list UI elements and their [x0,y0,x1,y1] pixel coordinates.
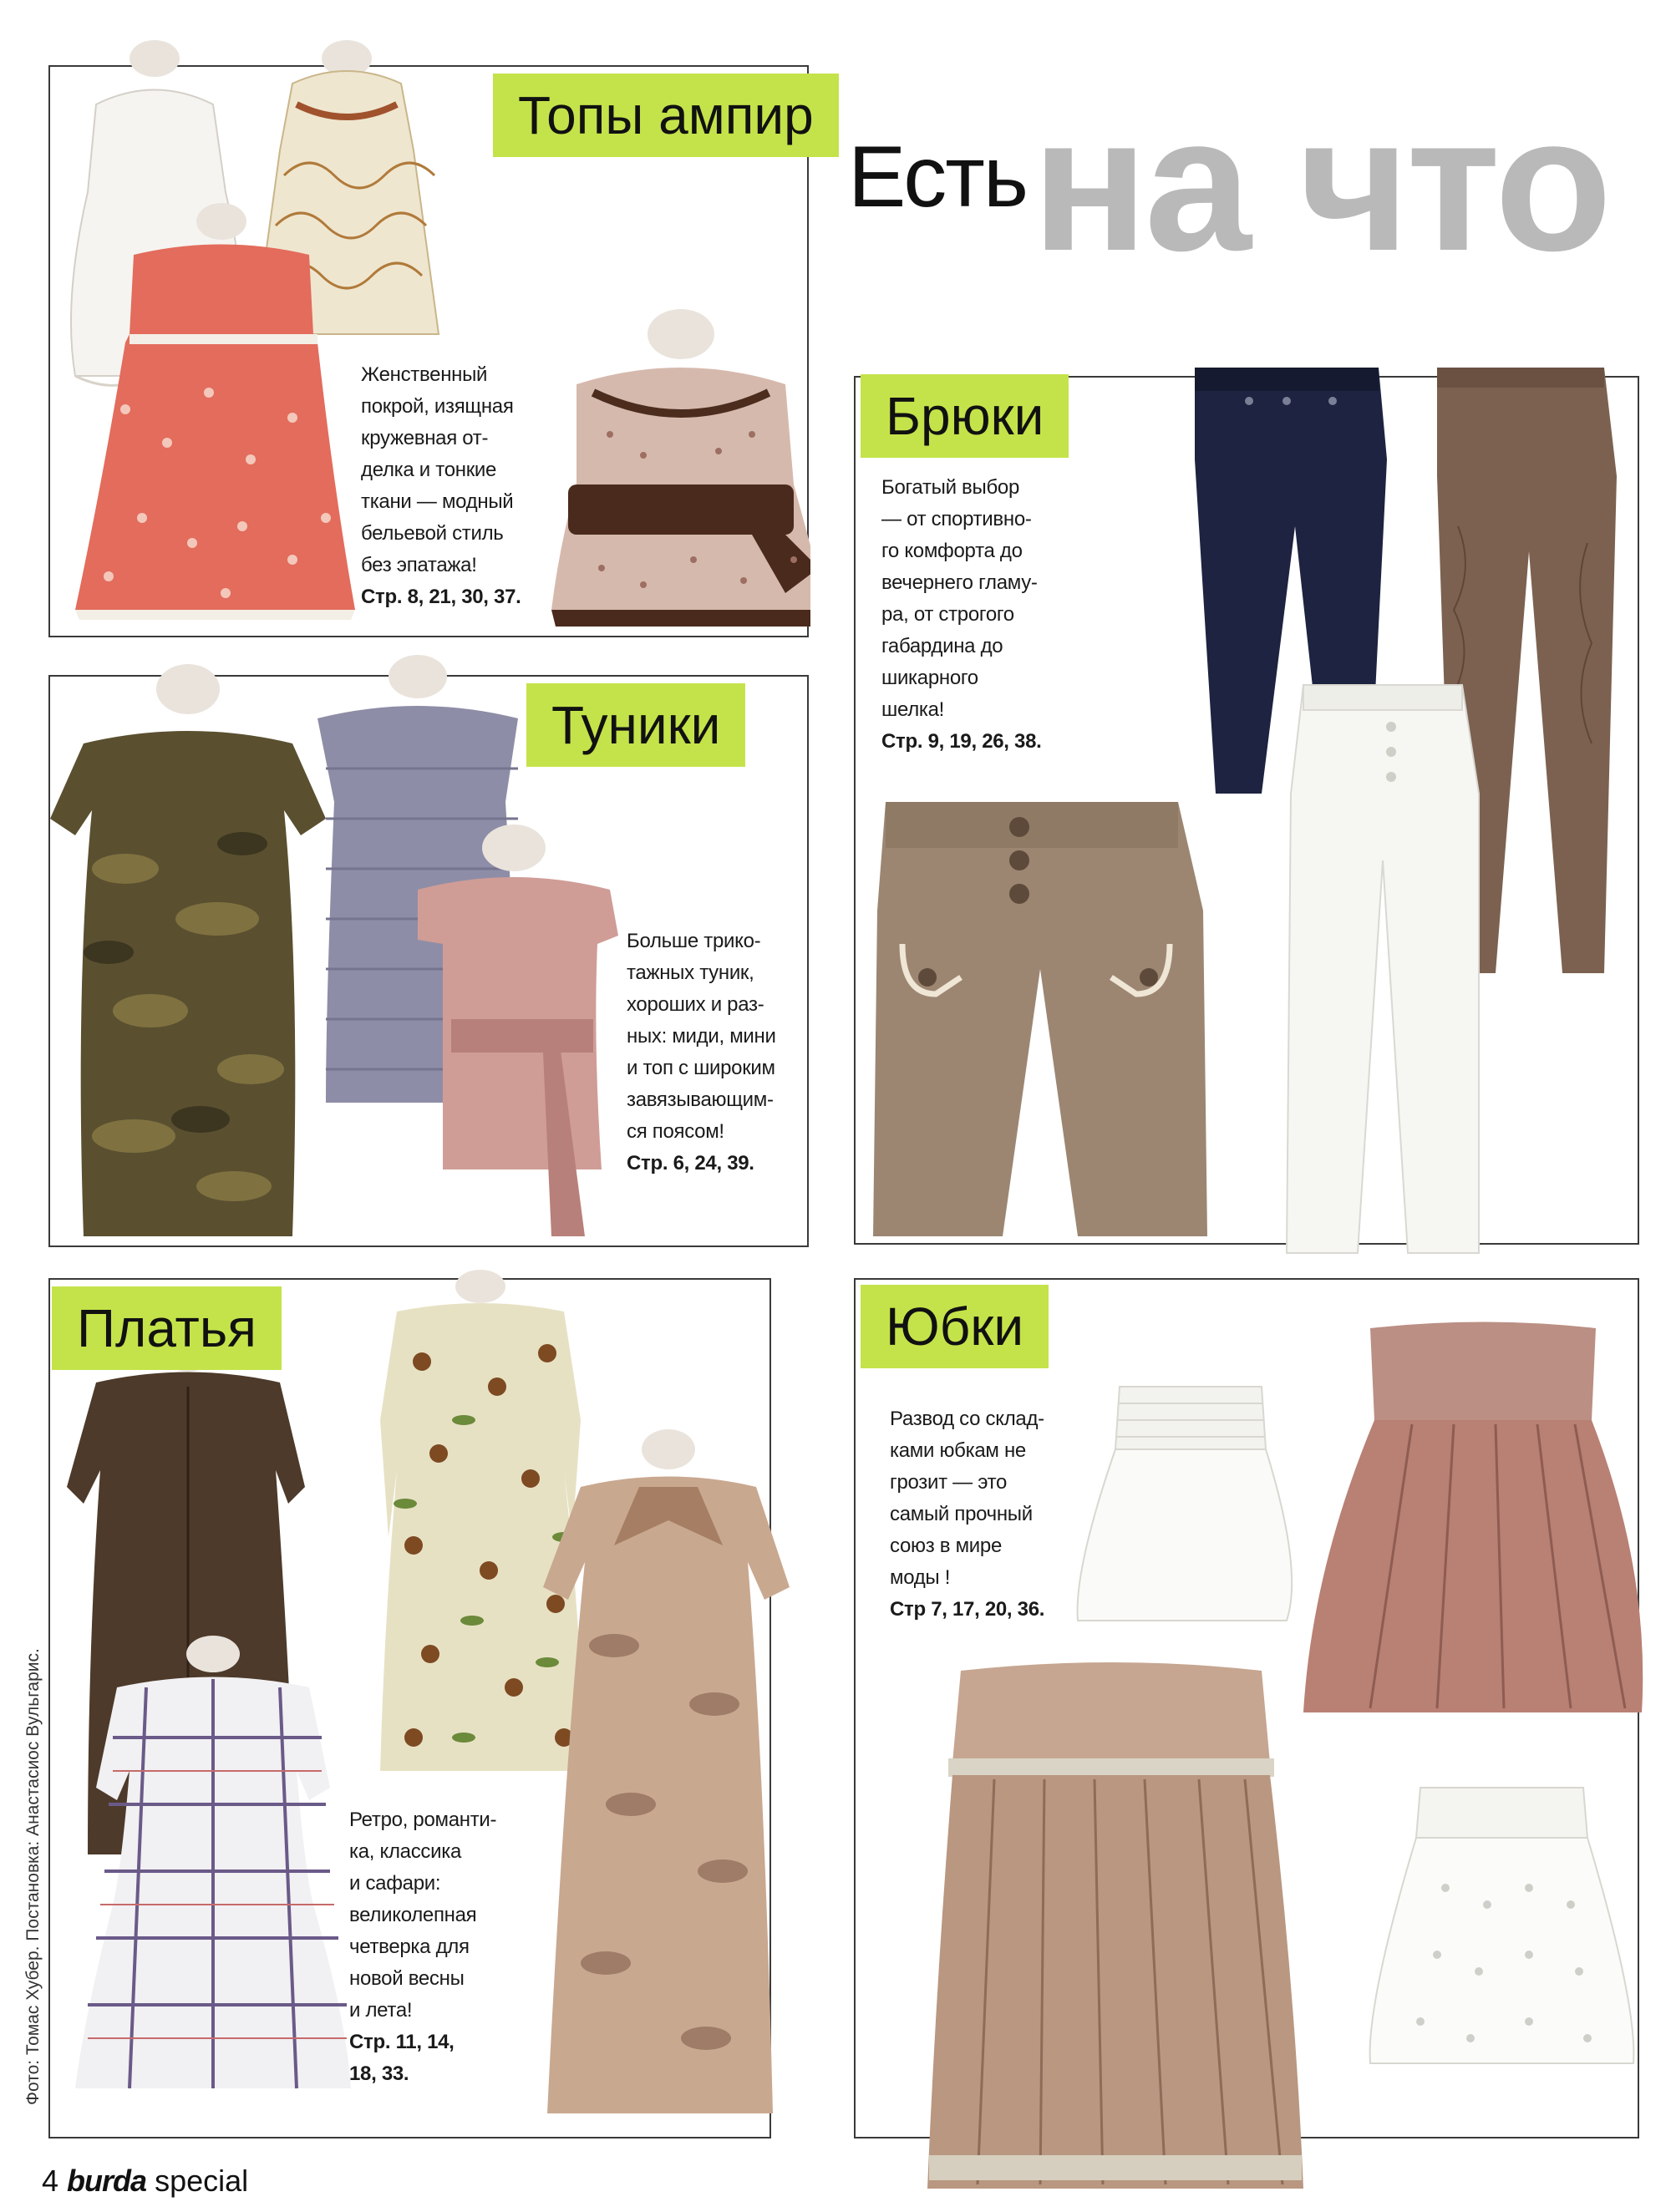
headline-large: на что [1032,76,1609,291]
blurb-dresses-line: новой весны [349,1967,465,1990]
blurb-tunics-line: ных: миди, мини [627,1025,776,1048]
blurb-tops-line: ткани — модный [361,490,514,513]
blurb-trousers-line: шикарного [881,667,978,689]
skirt-pink-figure [1303,1322,1643,1713]
blurb-tops-line: покрой, изящная [361,395,514,418]
page-number: 4 [42,2164,59,2198]
tunic-pink-figure [418,824,618,1236]
blurb-tops-line: делка и тонкие [361,459,497,481]
skirt-white-smock-figure [1078,1387,1293,1621]
blurb-dresses [349,1804,496,2090]
blurb-trousers-line: шелка! [881,698,945,721]
blurb-trousers [881,472,1042,758]
dress-beige-floral-figure [543,1429,790,2113]
blurb-skirts [890,1403,1044,1626]
blurb-dresses-line: и лета! [349,1999,413,2022]
dress-plaid-figure [75,1636,351,2088]
blurb-tunics-line: Больше трико- [627,930,761,952]
blurb-dresses-line: и сафари: [349,1872,441,1895]
tag-tunics: Туники [526,683,745,767]
blurb-skirts-pages: Стр 7, 17, 20, 36. [890,1598,1045,1621]
trousers-white-figure [1287,685,1479,1253]
blurb-dresses-line: Ретро, романти- [349,1809,497,1831]
blurb-trousers-line: ра, от строгого [881,603,1014,626]
blurb-tunics-line: тажных туник, [627,961,754,984]
blurb-dresses-line: четверка для [349,1936,470,1958]
top-brown-sash-figure [551,309,810,627]
blurb-skirts-line: самый прочный [890,1503,1033,1525]
blurb-tops-line: кружевная от- [361,427,489,449]
blurb-tunics-pages: Стр. 6, 24, 39. [627,1152,754,1174]
blurb-tops-line: Женственный [361,363,488,386]
shorts-khaki-figure [873,802,1207,1236]
blurb-dresses-line: ка, классика [349,1840,462,1863]
skirt-white-eyelet-figure [1370,1788,1634,2063]
brand-logo: burda [67,2164,147,2198]
blurb-trousers-pages: Стр. 9, 19, 26, 38. [881,730,1042,753]
dress-print-figure [380,1270,585,1771]
page-footer [42,2164,248,2199]
blurb-skirts-line: моды ! [890,1566,951,1589]
headline-small: Есть [848,129,1028,226]
blurb-skirts-line: грозит — это [890,1471,1008,1494]
tag-skirts: Юбки [861,1285,1049,1368]
blurb-tops-line: без эпатажа! [361,554,477,576]
blurb-skirts-line: Развод со склад- [890,1408,1044,1430]
blurb-tops-pages: Стр. 8, 21, 30, 37. [361,586,521,608]
blurb-tunics-line: завязывающим- [627,1088,774,1111]
tag-tops: Топы ампир [493,74,839,157]
blurb-tunics-line: хороших и раз- [627,993,764,1016]
blurb-tops [361,359,521,613]
blurb-dresses-pages: 18, 33. [349,2062,409,2085]
blurb-tunics-line: ся поясом! [627,1120,724,1143]
blurb-trousers-line: — от спортивно- [881,508,1032,530]
blurb-tunics-line: и топ с широким [627,1057,775,1079]
blurb-tunics [627,926,776,1180]
blurb-tops-line: бельевой стиль [361,522,504,545]
blurb-dresses-pages: Стр. 11, 14, [349,2031,455,2053]
blurb-trousers-line: Богатый выбор [881,476,1020,499]
tag-trousers: Брюки [861,374,1069,458]
edition-label: special [155,2164,249,2198]
skirt-khaki-figure [927,1662,1303,2189]
blurb-skirts-line: союз в мире [890,1535,1003,1557]
blurb-dresses-line: великолепная [349,1904,477,1926]
blurb-trousers-line: габардина до [881,635,1003,657]
tunic-camo-figure [50,664,326,1236]
tag-dresses: Платья [52,1286,282,1370]
blurb-trousers-line: вечернего гламу- [881,571,1038,594]
blurb-trousers-line: го комфорта до [881,540,1023,562]
blurb-skirts-line: ками юбкам не [890,1439,1026,1462]
photo-credit: Фото: Томас Хубер. Постановка: Анастасиос Вульгарис. [23,1648,43,2105]
